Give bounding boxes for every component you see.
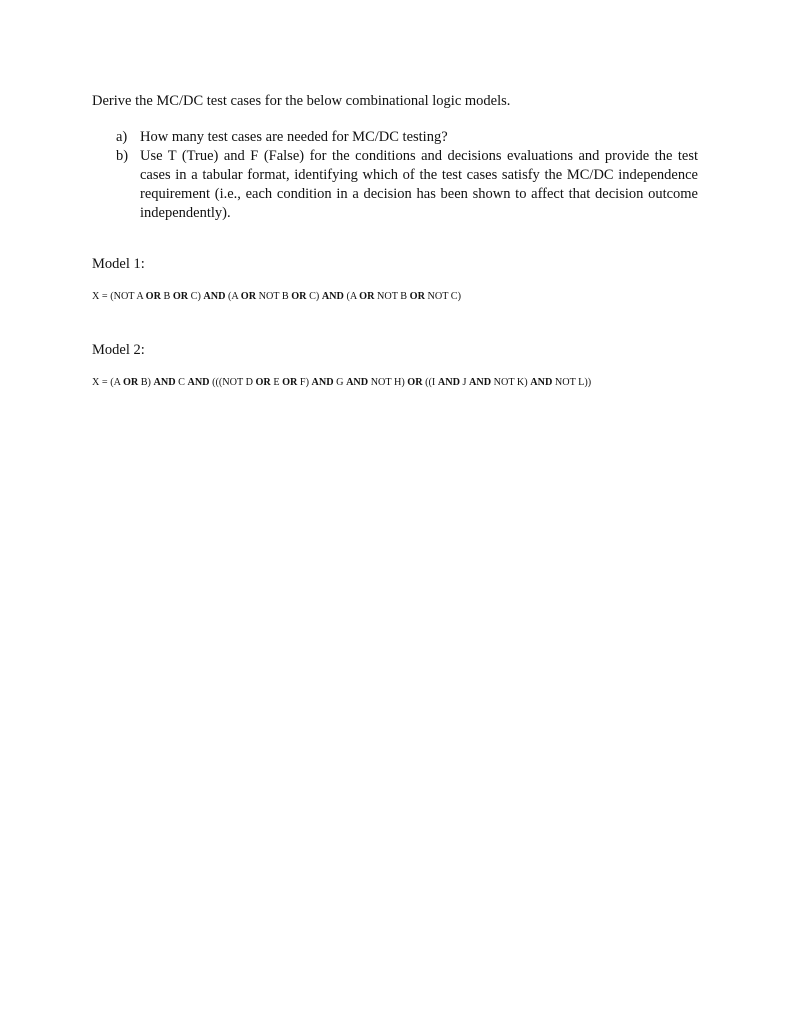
model-2-formula-part: (((NOT D [209, 377, 256, 388]
model-2-formula-part: G [333, 377, 347, 388]
model-1-formula-part: NOT B [256, 291, 292, 302]
model-1-operator-or: OR [409, 291, 425, 302]
model-1-formula [92, 290, 461, 304]
model-1-formula-part: C) [188, 291, 204, 302]
model-1-operator-or: OR [291, 291, 307, 302]
model-2-formula-part: E [270, 377, 283, 388]
model-2-operator-and: AND [346, 377, 369, 388]
model-1-formula-part: NOT B [374, 291, 410, 302]
model-1-formula-part: X = (NOT A [92, 291, 146, 302]
model-2-formula-part: NOT K) [491, 377, 531, 388]
model-2-formula-part: X = (A [92, 377, 123, 388]
model-2-operator-or: OR [122, 377, 139, 388]
model-2-formula-part: F) [297, 377, 312, 388]
model-1-formula-part: C) [306, 291, 322, 302]
model-2-operator-and: AND [437, 377, 460, 388]
model-1-operator-or: OR [359, 291, 375, 302]
model-2-operator-and: AND [153, 377, 176, 388]
model-2-formula-part: C [175, 377, 188, 388]
model-2-formula-part: ((I [422, 377, 438, 388]
model-2-formula [92, 376, 591, 390]
model-1-operator-or: OR [172, 291, 189, 302]
model-2-formula-part: NOT L)) [552, 377, 592, 388]
model-2-operator-and: AND [311, 377, 334, 388]
model-1-title: Model 1: [92, 256, 145, 272]
model-2-operator-and: AND [469, 377, 492, 388]
question-label-b: b) [116, 148, 129, 164]
model-2-operator-or: OR [282, 377, 298, 388]
model-2-operator-or: OR [407, 377, 423, 388]
model-2-formula-part: B) [138, 377, 154, 388]
model-1-operator-and: AND [203, 291, 226, 302]
model-1-formula-part: (A [343, 291, 360, 302]
model-1-formula-part: NOT C) [424, 291, 461, 302]
question-list [116, 128, 698, 223]
model-1-operator-or: OR [145, 291, 161, 302]
question-item-b [116, 147, 698, 223]
question-text-b: Use T (True) and F (False) for the conditions and decisions evaluations and provide the test cases in a tabular format, identifying which of the test cases satisfy the MC/DC independence requirement (i.e., each condition in a decision has been shown to affect that decision outcome independently). [140, 148, 698, 221]
model-1-formula-part: (A [225, 291, 241, 302]
question-text-a: How many test cases are needed for MC/DC testing? [140, 129, 448, 145]
model-2-formula-part: NOT H) [368, 377, 408, 388]
question-item-a [116, 128, 698, 147]
model-2-title: Model 2: [92, 342, 145, 358]
model-2-operator-or: OR [255, 377, 271, 388]
question-label-a: a) [116, 129, 128, 145]
instruction-text: Derive the MC/DC test cases for the below combinational logic models. [92, 93, 511, 109]
model-2-formula-part: J [459, 377, 469, 388]
model-1-formula-part: B [160, 291, 173, 302]
model-1-operator-or: OR [240, 291, 257, 302]
model-2-operator-and: AND [530, 377, 553, 388]
model-1-operator-and: AND [321, 291, 344, 302]
model-2-operator-and: AND [187, 377, 210, 388]
